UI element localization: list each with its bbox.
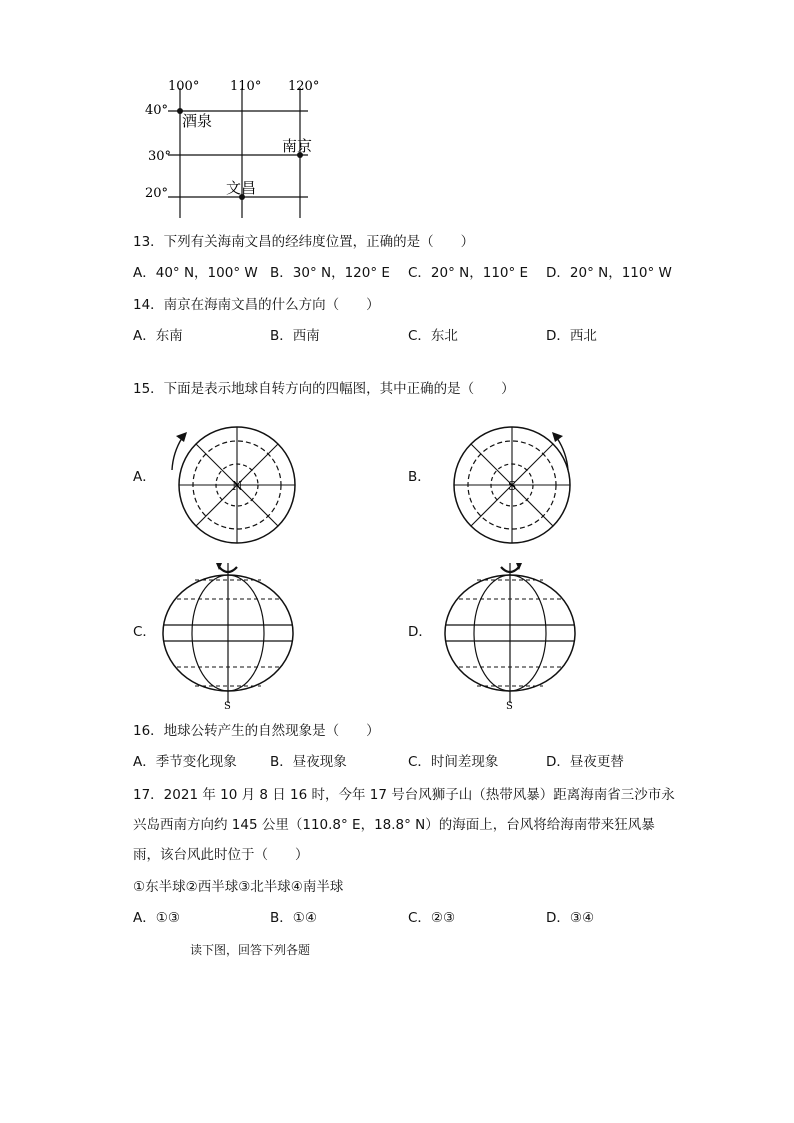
question-17-line-3: 雨，该台风此时位于（ ）	[133, 847, 309, 863]
q14-option-a: A．东南	[133, 328, 183, 344]
polar-view-b	[435, 410, 585, 560]
q16-option-a: A．季节变化现象	[133, 754, 237, 770]
q13-option-b: B．30° N，120° E	[270, 265, 390, 281]
q17-option-d: D．③④	[546, 910, 595, 926]
instruction-note: 读下图，回答下列各题	[190, 943, 311, 957]
lon-label: 120°	[288, 79, 320, 94]
q13-option-c: C．20° N，110° E	[408, 265, 529, 281]
q14-option-c: C．东北	[408, 328, 458, 344]
q16-option-c: C．时间差现象	[408, 754, 499, 770]
polar-view-a	[160, 410, 310, 560]
lon-label: 110°	[230, 79, 262, 94]
pole-label-s: S	[508, 479, 517, 493]
place-jiuquan: 酒泉	[182, 112, 213, 130]
question-17-line-2: 兴岛西南方向约 145 公里（110.8° E，18.8° N）的海面上，台风将给海南带来狂风暴	[133, 817, 655, 833]
question-17-statements: ①东半球②西半球③北半球④南半球	[133, 879, 344, 895]
q16-option-d: D．昼夜更替	[546, 754, 624, 770]
q17-option-b: B．①④	[270, 910, 317, 926]
pole-label-s: S	[224, 701, 231, 712]
q17-option-c: C．②③	[408, 910, 456, 926]
place-wenchang: 文昌	[226, 179, 257, 197]
q13-option-a: A．40° N，100° W	[133, 265, 258, 281]
figure-d-label: D．	[408, 624, 432, 640]
q14-option-d: D．西北	[546, 328, 597, 344]
lat-label: 30°	[148, 149, 172, 164]
globe-view-d	[437, 555, 587, 715]
question-15-stem: 15．下面是表示地球自转方向的四幅图，其中正确的是（ ）	[133, 381, 515, 397]
question-17-line-1: 17．2021 年 10 月 8 日 16 时，今年 17 号台风狮子山（热带风暴）距离海南省三沙市永	[133, 787, 675, 803]
figure-c-label: C．	[133, 624, 156, 640]
figure-b-label: B．	[408, 469, 431, 485]
q14-option-b: B．西南	[270, 328, 320, 344]
q17-option-a: A．①③	[133, 910, 180, 926]
pole-label-n: N	[232, 479, 243, 493]
lon-label: 100°	[168, 79, 200, 94]
question-13-stem: 13．下列有关海南文昌的经纬度位置，正确的是（ ）	[133, 234, 475, 250]
q13-option-d: D．20° N，110° W	[546, 265, 672, 281]
globe-view-c	[155, 555, 305, 715]
pole-label-s: S	[506, 701, 513, 712]
question-16-stem: 16．地球公转产生的自然现象是（ ）	[133, 723, 380, 739]
lat-lon-grid-map	[140, 70, 340, 225]
lat-label: 40°	[145, 103, 169, 118]
lat-label: 20°	[145, 186, 169, 201]
question-14-stem: 14．南京在海南文昌的什么方向（ ）	[133, 297, 380, 313]
q16-option-b: B．昼夜现象	[270, 754, 347, 770]
figure-a-label: A．	[133, 469, 156, 485]
place-nanjing: 南京	[282, 137, 313, 155]
rotation-arrow	[172, 438, 182, 470]
